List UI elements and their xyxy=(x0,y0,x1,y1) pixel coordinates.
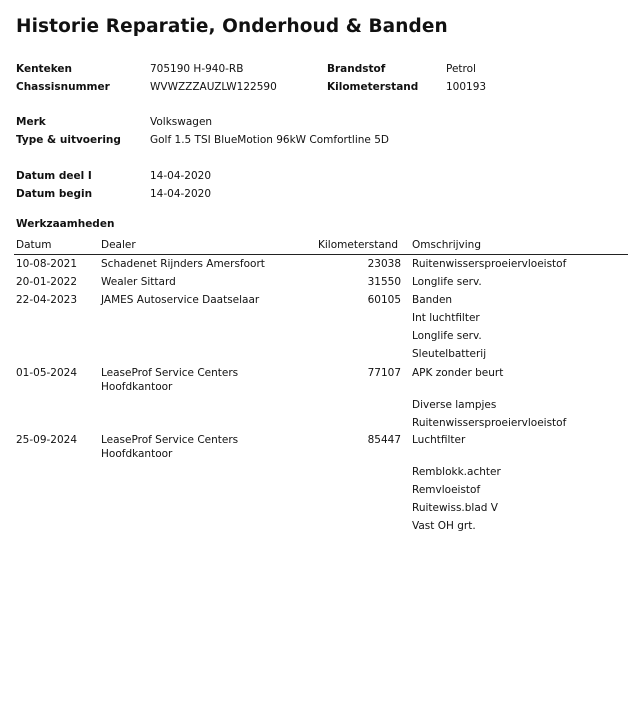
type-label: Type & uitvoering xyxy=(16,134,121,146)
row-datum: 01-05-2024 xyxy=(16,367,78,379)
kenteken-label: Kenteken xyxy=(16,63,72,75)
column-header-kilometerstand: Kilometerstand xyxy=(318,239,399,251)
row-omschrijving-item: Ruitenwissersproeiervloeistof xyxy=(412,417,567,429)
row-omschrijving-item: Luchtfilter xyxy=(412,434,466,446)
row-omschrijving-item: Longlife serv. xyxy=(412,276,482,288)
chassisnummer-label: Chassisnummer xyxy=(16,81,110,93)
chassisnummer-value: WVWZZZAUZLW122590 xyxy=(150,81,277,93)
datum-begin-value: 14-04-2020 xyxy=(150,188,212,200)
column-header-datum: Datum xyxy=(16,239,52,251)
merk-label: Merk xyxy=(16,116,46,128)
kenteken-value: 705190 H-940-RB xyxy=(150,63,244,75)
row-dealer: LeaseProf Service Centers xyxy=(101,434,239,446)
row-dealer: Wealer Sittard xyxy=(101,276,176,288)
datum-deel-value: 14-04-2020 xyxy=(150,170,212,182)
row-omschrijving-item: Remblokk.achter xyxy=(412,466,501,478)
row-omschrijving-item: Diverse lampjes xyxy=(412,399,497,411)
row-omschrijving-item: Remvloeistof xyxy=(412,484,481,496)
kilometerstand-value: 100193 xyxy=(446,81,487,93)
type-value: Golf 1.5 TSI BlueMotion 96kW Comfortline 5D xyxy=(150,134,389,146)
row-datum: 22-04-2023 xyxy=(16,294,78,306)
row-omschrijving-item: Ruitewiss.blad V xyxy=(412,502,498,514)
row-omschrijving-item: Int luchtfilter xyxy=(412,312,480,324)
table-header-divider xyxy=(14,254,628,255)
row-dealer-line2: Hoofdkantoor xyxy=(101,447,173,460)
row-omschrijving-item: APK zonder beurt xyxy=(412,367,504,379)
row-kilometerstand: 77107 xyxy=(367,367,401,379)
row-omschrijving-item: Sleutelbatterij xyxy=(412,348,487,360)
row-omschrijving-item: Ruitenwissersproeiervloeistof xyxy=(412,258,567,270)
row-datum: 25-09-2024 xyxy=(16,434,78,446)
row-datum: 20-01-2022 xyxy=(16,276,78,288)
row-datum: 10-08-2021 xyxy=(16,258,78,270)
kilometerstand-label: Kilometerstand xyxy=(327,81,419,93)
datum-deel-label: Datum deel I xyxy=(16,170,92,182)
row-kilometerstand: 31550 xyxy=(367,276,401,288)
column-header-dealer: Dealer xyxy=(101,239,136,251)
row-dealer: LeaseProf Service Centers xyxy=(101,367,239,379)
row-dealer-line2: Hoofdkantoor xyxy=(101,380,173,393)
column-header-omschrijving: Omschrijving xyxy=(412,239,481,251)
brandstof-value: Petrol xyxy=(446,63,476,75)
row-kilometerstand: 23038 xyxy=(367,258,401,270)
brandstof-label: Brandstof xyxy=(327,63,386,75)
datum-begin-label: Datum begin xyxy=(16,188,93,200)
page-title: Historie Reparatie, Onderhoud & Banden xyxy=(16,16,448,37)
row-omschrijving-item: Banden xyxy=(412,294,453,306)
row-omschrijving-item: Vast OH grt. xyxy=(412,520,476,532)
row-dealer: Schadenet Rijnders Amersfoort xyxy=(101,258,265,270)
row-dealer: JAMES Autoservice Daatselaar xyxy=(101,294,260,306)
row-kilometerstand: 85447 xyxy=(367,434,401,446)
row-kilometerstand: 60105 xyxy=(367,294,401,306)
merk-value: Volkswagen xyxy=(150,116,213,128)
werkzaamheden-title: Werkzaamheden xyxy=(16,218,115,230)
row-omschrijving-item: Longlife serv. xyxy=(412,330,482,342)
